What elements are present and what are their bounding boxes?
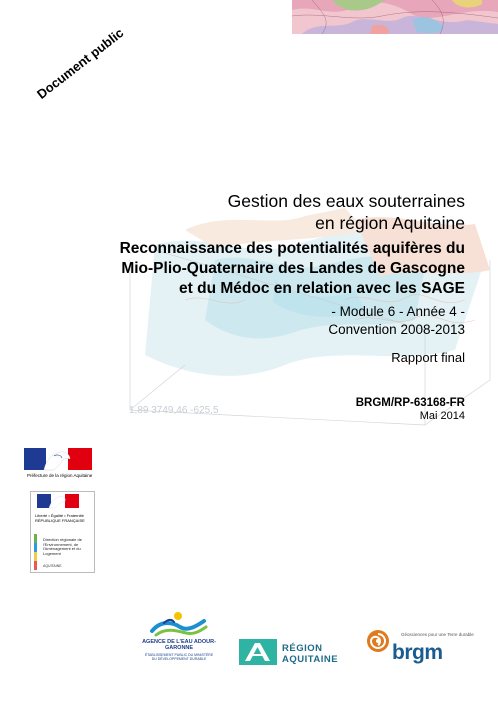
- module-line-1: - Module 6 - Année 4 -: [331, 304, 465, 319]
- agence-name: AGENCE DE L'EAU ADOUR-GARONNE: [142, 639, 216, 651]
- report-type: Rapport final: [391, 350, 465, 365]
- brgm-name: brgm: [392, 641, 443, 664]
- subtitle-line-2: Mio-Plio-Quaternaire des Landes de Gascogne: [121, 260, 465, 277]
- dreal-region: AQUITAINE: [43, 564, 62, 568]
- module-info: [45, 303, 465, 339]
- subtitle-line-3: et du Médoc en relation avec les SAGE: [179, 280, 465, 297]
- prefecture-text: Préfecture de la région Aquitaine: [27, 473, 93, 478]
- module-line-2: Convention 2008-2013: [328, 322, 465, 337]
- agence-eau-logo: [138, 609, 218, 667]
- agence-subtitle: ÉTABLISSEMENT PUBLIC DU MINISTÈRE DU DÉVELOPPEMENT DURABLE: [144, 653, 214, 661]
- geological-map-image: [292, 0, 498, 34]
- brgm-tagline: Géosciences pour une Terre durable: [401, 632, 474, 637]
- subtitle: [45, 239, 465, 299]
- region-a-icon: [239, 639, 277, 665]
- dreal-name: Direction régionale de l'Environnement, de l'Aménagement et du Logement: [43, 537, 82, 556]
- dreal-rf-text: Liberté • Égalité • Fraternité RÉPUBLIQUE FRANÇAISE: [35, 513, 85, 523]
- prefecture-logo: [24, 446, 94, 482]
- report-code: BRGM/RP-63168-FR: [355, 397, 465, 409]
- marianne-icon: [33, 494, 93, 514]
- brgm-logo: [366, 627, 486, 667]
- document-public-stamp: Document public: [34, 25, 127, 102]
- subtitle-line-1: Reconnaissance des potentialités aquifères du: [119, 240, 465, 257]
- title-line-2: en région Aquitaine: [315, 213, 465, 233]
- diagram-coordinate-label: 1,89 3749,46 -625,5: [129, 405, 219, 416]
- marianne-flag-icon: [24, 446, 94, 472]
- brgm-spiral-icon: [366, 629, 390, 653]
- title-line-1: Gestion des eaux souterraines: [227, 191, 465, 211]
- region-aquitaine-logo: [239, 639, 349, 667]
- dreal-color-bar-icon: [34, 534, 42, 570]
- report-reference: [356, 396, 465, 423]
- report-date: Mai 2014: [419, 410, 465, 422]
- agence-wave-icon: [138, 609, 218, 639]
- region-name: RÉGION AQUITAINE: [282, 643, 339, 665]
- dreal-logo: [30, 491, 95, 573]
- title-block: [45, 190, 465, 366]
